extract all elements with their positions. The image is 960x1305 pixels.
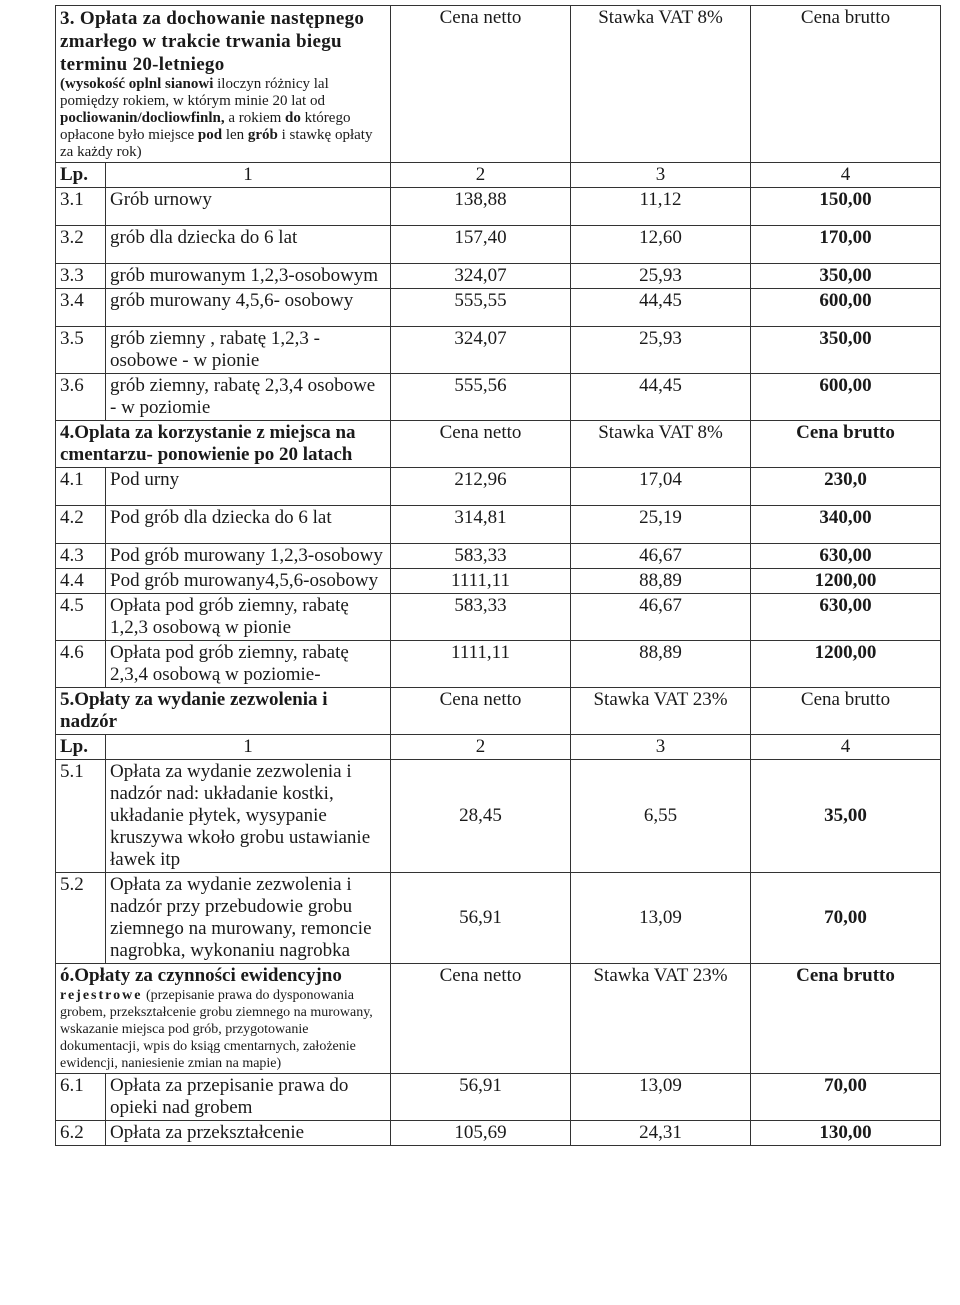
row-name: Pod grób murowany4,5,6-osobowy: [106, 569, 391, 594]
section-3-note-b3: pod: [197, 127, 223, 143]
row-net: 555,55: [391, 289, 571, 327]
row-gross: 340,00: [751, 506, 941, 544]
row-lp: 3.1: [56, 188, 106, 226]
row-lp: 4.1: [56, 468, 106, 506]
row-lp: 3.2: [56, 226, 106, 264]
row-name: grób ziemny, rabatę 2,3,4 osobowe - w poziomie: [106, 374, 391, 421]
row-net: 138,88: [391, 188, 571, 226]
row-vat: 25,93: [571, 327, 751, 374]
table-row: [56, 544, 941, 569]
table-row: [56, 188, 941, 226]
row-gross: 600,00: [751, 374, 941, 421]
row-gross: 630,00: [751, 544, 941, 569]
section-5-index-row: [56, 735, 941, 760]
row-net: 324,07: [391, 327, 571, 374]
row-name: Opłata za przepisanie prawa do opieki nad grobem: [106, 1074, 391, 1121]
section-3-note-b4: grób: [247, 127, 278, 143]
table-row: [56, 374, 941, 421]
section-6-col-vat: Stawka VAT 23%: [571, 964, 751, 1074]
row-net: 1111,11: [391, 569, 571, 594]
row-gross: 130,00: [751, 1121, 941, 1146]
index-4: 4: [751, 163, 941, 188]
row-gross: 150,00: [751, 188, 941, 226]
row-net: 583,33: [391, 544, 571, 569]
section-4-header-row: [56, 421, 941, 468]
table-row: [56, 506, 941, 544]
row-gross: 35,00: [751, 760, 941, 873]
section-4-col-vat: Stawka VAT 8%: [571, 421, 751, 468]
row-lp: 6.1: [56, 1074, 106, 1121]
row-name: Opłata pod grób ziemny, rabatę 1,2,3 osobową w pionie: [106, 594, 391, 641]
row-net: 212,96: [391, 468, 571, 506]
row-net: 555,56: [391, 374, 571, 421]
index-2: 2: [391, 163, 571, 188]
table-row: [56, 1074, 941, 1121]
row-name: grób ziemny , rabatę 1,2,3 - osobowe - w pionie: [106, 327, 391, 374]
section-3-note-4: len: [225, 127, 245, 143]
section-6-header-row: [56, 964, 941, 1074]
row-name: Opłata za przekształcenie: [106, 1121, 391, 1146]
row-name: Grób urnowy: [106, 188, 391, 226]
table-row: [56, 594, 941, 641]
row-gross: 350,00: [751, 327, 941, 374]
section-3-col-net: Cena netto: [391, 6, 571, 163]
section-3-header-row: [56, 6, 941, 163]
row-net: 157,40: [391, 226, 571, 264]
section-6-title: ó.Opłaty za czynności ewidencyjno: [60, 965, 342, 986]
row-name: Pod urny: [106, 468, 391, 506]
row-vat: 6,55: [571, 760, 751, 873]
index-1: 1: [106, 163, 391, 188]
section-6-col-gross: Cena brutto: [751, 964, 941, 1074]
table-row: [56, 873, 941, 964]
section-3-title-tail: (wysokość oplnl sianowi: [60, 76, 214, 92]
fee-table: [55, 5, 941, 1146]
row-gross: 230,0: [751, 468, 941, 506]
index-3: 3: [571, 735, 751, 760]
index-3: 3: [571, 163, 751, 188]
row-gross: 170,00: [751, 226, 941, 264]
row-vat: 13,09: [571, 1074, 751, 1121]
row-net: 105,69: [391, 1121, 571, 1146]
table-row: [56, 1121, 941, 1146]
row-lp: 5.1: [56, 760, 106, 873]
section-3-col-vat: Stawka VAT 8%: [571, 6, 751, 163]
row-gross: 350,00: [751, 264, 941, 289]
row-name: grób murowany 4,5,6- osobowy: [106, 289, 391, 327]
section-3-title: 3. Opłata za dochowanie następnego zmarłego w trakcie trwania biegu terminu 20-letniego: [60, 8, 365, 75]
index-lp: Lp.: [56, 735, 106, 760]
row-vat: 24,31: [571, 1121, 751, 1146]
section-5-col-vat: Stawka VAT 23%: [571, 688, 751, 735]
row-vat: 17,04: [571, 468, 751, 506]
row-net: 56,91: [391, 873, 571, 964]
row-vat: 44,45: [571, 374, 751, 421]
row-name: Opłata za wydanie zezwolenia i nadzór nad: układanie kostki, układanie płytek, wysypanie kruszywa wkoło grobu ustawianie ławek itp: [106, 760, 391, 873]
row-gross: 1200,00: [751, 641, 941, 688]
row-lp: 4.4: [56, 569, 106, 594]
section-3-note-3: którego opłacone było miejsce: [60, 110, 351, 143]
row-vat: 46,67: [571, 544, 751, 569]
row-name: Pod grób murowany 1,2,3-osobowy: [106, 544, 391, 569]
section-5-col-net: Cena netto: [391, 688, 571, 735]
table-row: [56, 289, 941, 327]
row-name: Pod grób dla dziecka do 6 lat: [106, 506, 391, 544]
row-name: Opłata za wydanie zezwolenia i nadzór przy przebudowie grobu ziemnego na murowany, remoncie nagrobka, wykonaniu nagrobka: [106, 873, 391, 964]
row-lp: 3.6: [56, 374, 106, 421]
row-vat: 44,45: [571, 289, 751, 327]
section-6-note: (przepisanie prawa do dysponowania grobem, przekształcenie grobu ziemnego na murowany, wskazanie miejsca pod grób, przygotowanie dokumentacji, wpis do ksiąg cmentarnych, założenie ewidencji, naniesienie zmian na mapie): [60, 988, 373, 1071]
row-net: 583,33: [391, 594, 571, 641]
row-lp: 4.6: [56, 641, 106, 688]
row-name: grób dla dziecka do 6 lat: [106, 226, 391, 264]
section-6-title-cell: [56, 964, 391, 1074]
index-4: 4: [751, 735, 941, 760]
row-net: 314,81: [391, 506, 571, 544]
section-3-note-2: a rokiem: [228, 110, 282, 126]
index-2: 2: [391, 735, 571, 760]
row-lp: 3.3: [56, 264, 106, 289]
row-net: 1111,11: [391, 641, 571, 688]
row-lp: 4.5: [56, 594, 106, 641]
section-3-index-row: [56, 163, 941, 188]
section-4-col-net: Cena netto: [391, 421, 571, 468]
section-5-col-gross: Cena brutto: [751, 688, 941, 735]
row-name: Opłata pod grób ziemny, rabatę 2,3,4 osobową w poziomie-: [106, 641, 391, 688]
row-lp: 3.4: [56, 289, 106, 327]
row-lp: 3.5: [56, 327, 106, 374]
table-row: [56, 760, 941, 873]
row-vat: 25,19: [571, 506, 751, 544]
table-row: [56, 468, 941, 506]
row-vat: 46,67: [571, 594, 751, 641]
row-vat: 12,60: [571, 226, 751, 264]
fee-schedule-page: [55, 5, 940, 1285]
section-6-col-net: Cena netto: [391, 964, 571, 1074]
section-3-note-b1: pocliowanin/docliowfinln,: [60, 110, 225, 126]
row-gross: 630,00: [751, 594, 941, 641]
row-gross: 1200,00: [751, 569, 941, 594]
table-row: [56, 226, 941, 264]
section-5-title: 5.Opłaty za wydanie zezwolenia i nadzór: [56, 688, 391, 735]
row-vat: 88,89: [571, 641, 751, 688]
section-4-title: 4.Oplata za korzystanie z miejsca na cmentarzu- ponowienie po 20 latach: [56, 421, 391, 468]
row-lp: 4.2: [56, 506, 106, 544]
section-5-header-row: [56, 688, 941, 735]
row-net: 324,07: [391, 264, 571, 289]
table-row: [56, 569, 941, 594]
row-lp: 4.3: [56, 544, 106, 569]
row-net: 56,91: [391, 1074, 571, 1121]
section-3-note-b2: do: [285, 110, 301, 126]
row-vat: 25,93: [571, 264, 751, 289]
section-3-note: iloczyn różnicy lal pomiędzy rokiem, w którym minie 20 lat od: [60, 76, 329, 109]
row-lp: 5.2: [56, 873, 106, 964]
row-vat: 11,12: [571, 188, 751, 226]
section-3-col-gross: Cena brutto: [751, 6, 941, 163]
index-1: 1: [106, 735, 391, 760]
row-gross: 600,00: [751, 289, 941, 327]
row-gross: 70,00: [751, 1074, 941, 1121]
index-lp: Lp.: [56, 163, 106, 188]
table-row: [56, 264, 941, 289]
section-4-col-gross: Cena brutto: [751, 421, 941, 468]
section-3-title-cell: [56, 6, 391, 163]
section-3-note-5: i stawkę opłaty za każdy rok): [60, 127, 373, 160]
row-vat: 13,09: [571, 873, 751, 964]
row-gross: 70,00: [751, 873, 941, 964]
table-row: [56, 641, 941, 688]
row-vat: 88,89: [571, 569, 751, 594]
row-name: grób murowanym 1,2,3-osobowym: [106, 264, 391, 289]
section-6-title-spaced: rejestrowe: [60, 988, 143, 1003]
row-lp: 6.2: [56, 1121, 106, 1146]
table-row: [56, 327, 941, 374]
row-net: 28,45: [391, 760, 571, 873]
